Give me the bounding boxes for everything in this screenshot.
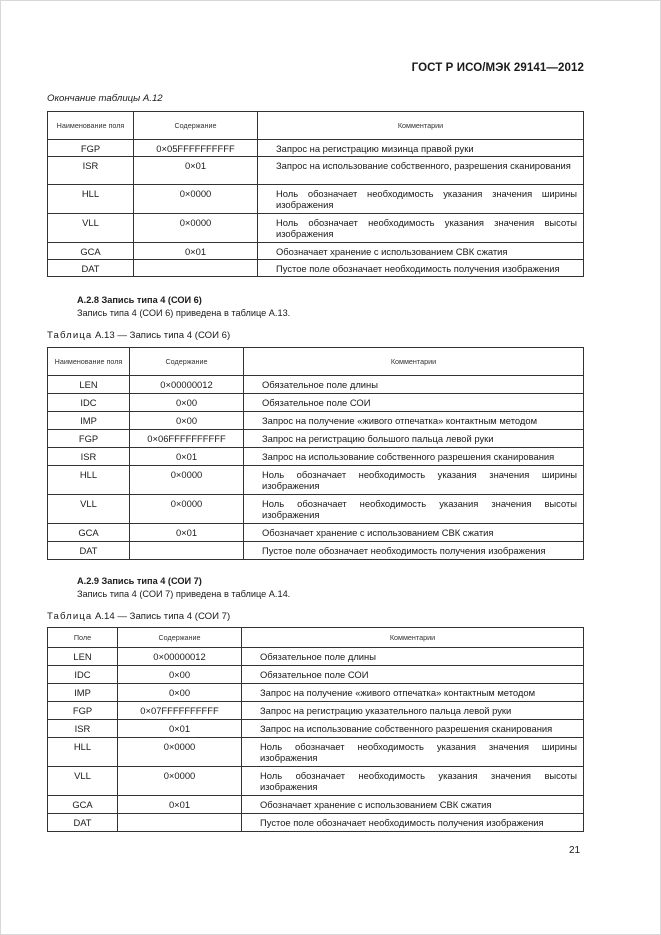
table-row <box>48 684 584 702</box>
comment-cell: Обозначает хранение с использованием СВК сжатия <box>244 524 584 542</box>
comment-cell: Ноль обозначает необходимость указания значения высоты изображения <box>244 495 584 524</box>
content-cell: 0×00000012 <box>130 376 244 394</box>
content-cell: 0×0000 <box>118 738 242 767</box>
comment-cell: Запрос на регистрацию указательного пальца левой руки <box>242 702 584 720</box>
field-name-cell: VLL <box>48 214 134 243</box>
field-name-cell: ISR <box>48 157 134 185</box>
comment-cell: Обязательное поле длины <box>244 376 584 394</box>
comment-cell: Обязательное поле длины <box>242 648 584 666</box>
table-row <box>48 720 584 738</box>
table-row <box>48 243 584 260</box>
comment-cell: Пустое поле обозначает необходимость получения изображения <box>244 542 584 560</box>
content-cell: 0×01 <box>134 157 258 185</box>
table-row <box>48 394 584 412</box>
content-cell: 0×01 <box>118 720 242 738</box>
content-cell: 0×01 <box>130 524 244 542</box>
caption-text: А.14 — Запись типа 4 (СОИ 7) <box>92 611 231 622</box>
comment-cell: Запрос на регистрацию мизинца правой руки <box>258 140 584 157</box>
column-header: Комментарии <box>244 348 584 376</box>
section-a28 <box>77 294 290 320</box>
comment-cell: Ноль обозначает необходимость указания значения ширины изображения <box>244 466 584 495</box>
table-a13 <box>47 347 584 560</box>
column-header: Поле <box>48 628 118 648</box>
content-cell: 0×0000 <box>134 214 258 243</box>
field-name-cell: FGP <box>48 140 134 157</box>
table-row <box>48 157 584 185</box>
table-row <box>48 666 584 684</box>
field-name-cell: IMP <box>48 412 130 430</box>
field-name-cell: IDC <box>48 666 118 684</box>
content-cell: 0×00 <box>130 412 244 430</box>
field-name-cell: HLL <box>48 738 118 767</box>
field-name-cell: ISR <box>48 448 130 466</box>
comment-cell: Пустое поле обозначает необходимость получения изображения <box>242 814 584 832</box>
section-text: Запись типа 4 (СОИ 6) приведена в таблице А.13. <box>77 308 291 318</box>
document-standard-title: ГОСТ Р ИСО/МЭК 29141—2012 <box>411 62 584 74</box>
field-name-cell: DAT <box>48 542 130 560</box>
content-cell: 0×0000 <box>130 495 244 524</box>
field-name-cell: DAT <box>48 260 134 277</box>
caption-label: Таблица <box>47 611 93 622</box>
content-cell: 0×00 <box>118 684 242 702</box>
table-row <box>48 466 584 495</box>
comment-cell: Запрос на использование собственного разрешения сканирования <box>244 448 584 466</box>
section-a29 <box>77 575 290 601</box>
comment-cell: Обозначает хранение с использованием СВК сжатия <box>242 796 584 814</box>
table-row <box>48 376 584 394</box>
column-header: Содержание <box>118 628 242 648</box>
column-header: Комментарии <box>242 628 584 648</box>
table-a14-caption <box>47 611 230 622</box>
comment-cell: Ноль обозначает необходимость указания значения ширины изображения <box>242 738 584 767</box>
table-row <box>48 185 584 214</box>
table-row <box>48 542 584 560</box>
field-name-cell: LEN <box>48 376 130 394</box>
table-row <box>48 260 584 277</box>
table-a13-caption <box>47 330 230 341</box>
page-number: 21 <box>569 845 581 856</box>
caption-text: А.13 — Запись типа 4 (СОИ 6) <box>92 330 231 341</box>
table-row <box>48 796 584 814</box>
column-header: Наименование поля <box>48 112 134 140</box>
comment-cell: Ноль обозначает необходимость указания значения ширины изображения <box>258 185 584 214</box>
content-cell: 0×00 <box>118 666 242 684</box>
field-name-cell: GCA <box>48 796 118 814</box>
content-cell <box>134 260 258 277</box>
content-cell <box>118 814 242 832</box>
content-cell: 0×01 <box>130 448 244 466</box>
field-name-cell: DAT <box>48 814 118 832</box>
field-name-cell: HLL <box>48 466 130 495</box>
comment-cell: Обязательное поле СОИ <box>244 394 584 412</box>
table-row <box>48 430 584 448</box>
field-name-cell: FGP <box>48 430 130 448</box>
content-cell: 0×00000012 <box>118 648 242 666</box>
comment-cell: Запрос на получение «живого отпечатка» контактным методом <box>242 684 584 702</box>
table-a12-end <box>47 111 584 277</box>
column-header: Содержание <box>130 348 244 376</box>
table-row <box>48 648 584 666</box>
table-row <box>48 524 584 542</box>
content-cell: 0×01 <box>118 796 242 814</box>
comment-cell: Запрос на регистрацию большого пальца левой руки <box>244 430 584 448</box>
field-name-cell: GCA <box>48 524 130 542</box>
content-cell: 0×05FFFFFFFFFF <box>134 140 258 157</box>
field-name-cell: VLL <box>48 495 130 524</box>
field-name-cell: IMP <box>48 684 118 702</box>
table-row <box>48 814 584 832</box>
field-name-cell: IDC <box>48 394 130 412</box>
comment-cell: Запрос на получение «живого отпечатка» контактным методом <box>244 412 584 430</box>
table-row <box>48 495 584 524</box>
field-name-cell: LEN <box>48 648 118 666</box>
column-header: Наименование поля <box>48 348 130 376</box>
content-cell: 0×06FFFFFFFFFF <box>130 430 244 448</box>
table-a14 <box>47 627 584 832</box>
column-header: Комментарии <box>258 112 584 140</box>
table-row <box>48 767 584 796</box>
column-header: Содержание <box>134 112 258 140</box>
content-cell <box>130 542 244 560</box>
comment-cell: Пустое поле обозначает необходимость получения изображения <box>258 260 584 277</box>
comment-cell: Запрос на использование собственного разрешения сканирования <box>242 720 584 738</box>
section-text: Запись типа 4 (СОИ 7) приведена в таблице А.14. <box>77 589 291 599</box>
content-cell: 0×0000 <box>130 466 244 495</box>
content-cell: 0×0000 <box>118 767 242 796</box>
field-name-cell: FGP <box>48 702 118 720</box>
table-row <box>48 702 584 720</box>
comment-cell: Запрос на использование собственного, разрешения сканирования <box>258 157 584 185</box>
comment-cell: Ноль обозначает необходимость указания значения высоты изображения <box>242 767 584 796</box>
comment-cell: Обязательное поле СОИ <box>242 666 584 684</box>
content-cell: 0×00 <box>130 394 244 412</box>
table-row <box>48 738 584 767</box>
content-cell: 0×0000 <box>134 185 258 214</box>
table-row <box>48 140 584 157</box>
table-row <box>48 214 584 243</box>
section-title: А.2.8 Запись типа 4 (СОИ 6) <box>77 295 202 305</box>
content-cell: 0×07FFFFFFFFFF <box>118 702 242 720</box>
table-a12-caption: Окончание таблицы А.12 <box>47 93 163 104</box>
table-row <box>48 412 584 430</box>
comment-cell: Обозначает хранение с использованием СВК сжатия <box>258 243 584 260</box>
content-cell: 0×01 <box>134 243 258 260</box>
caption-label: Таблица <box>47 330 93 341</box>
section-title: А.2.9 Запись типа 4 (СОИ 7) <box>77 576 202 586</box>
field-name-cell: VLL <box>48 767 118 796</box>
field-name-cell: ISR <box>48 720 118 738</box>
field-name-cell: GCA <box>48 243 134 260</box>
field-name-cell: HLL <box>48 185 134 214</box>
table-row <box>48 448 584 466</box>
comment-cell: Ноль обозначает необходимость указания значения высоты изображения <box>258 214 584 243</box>
